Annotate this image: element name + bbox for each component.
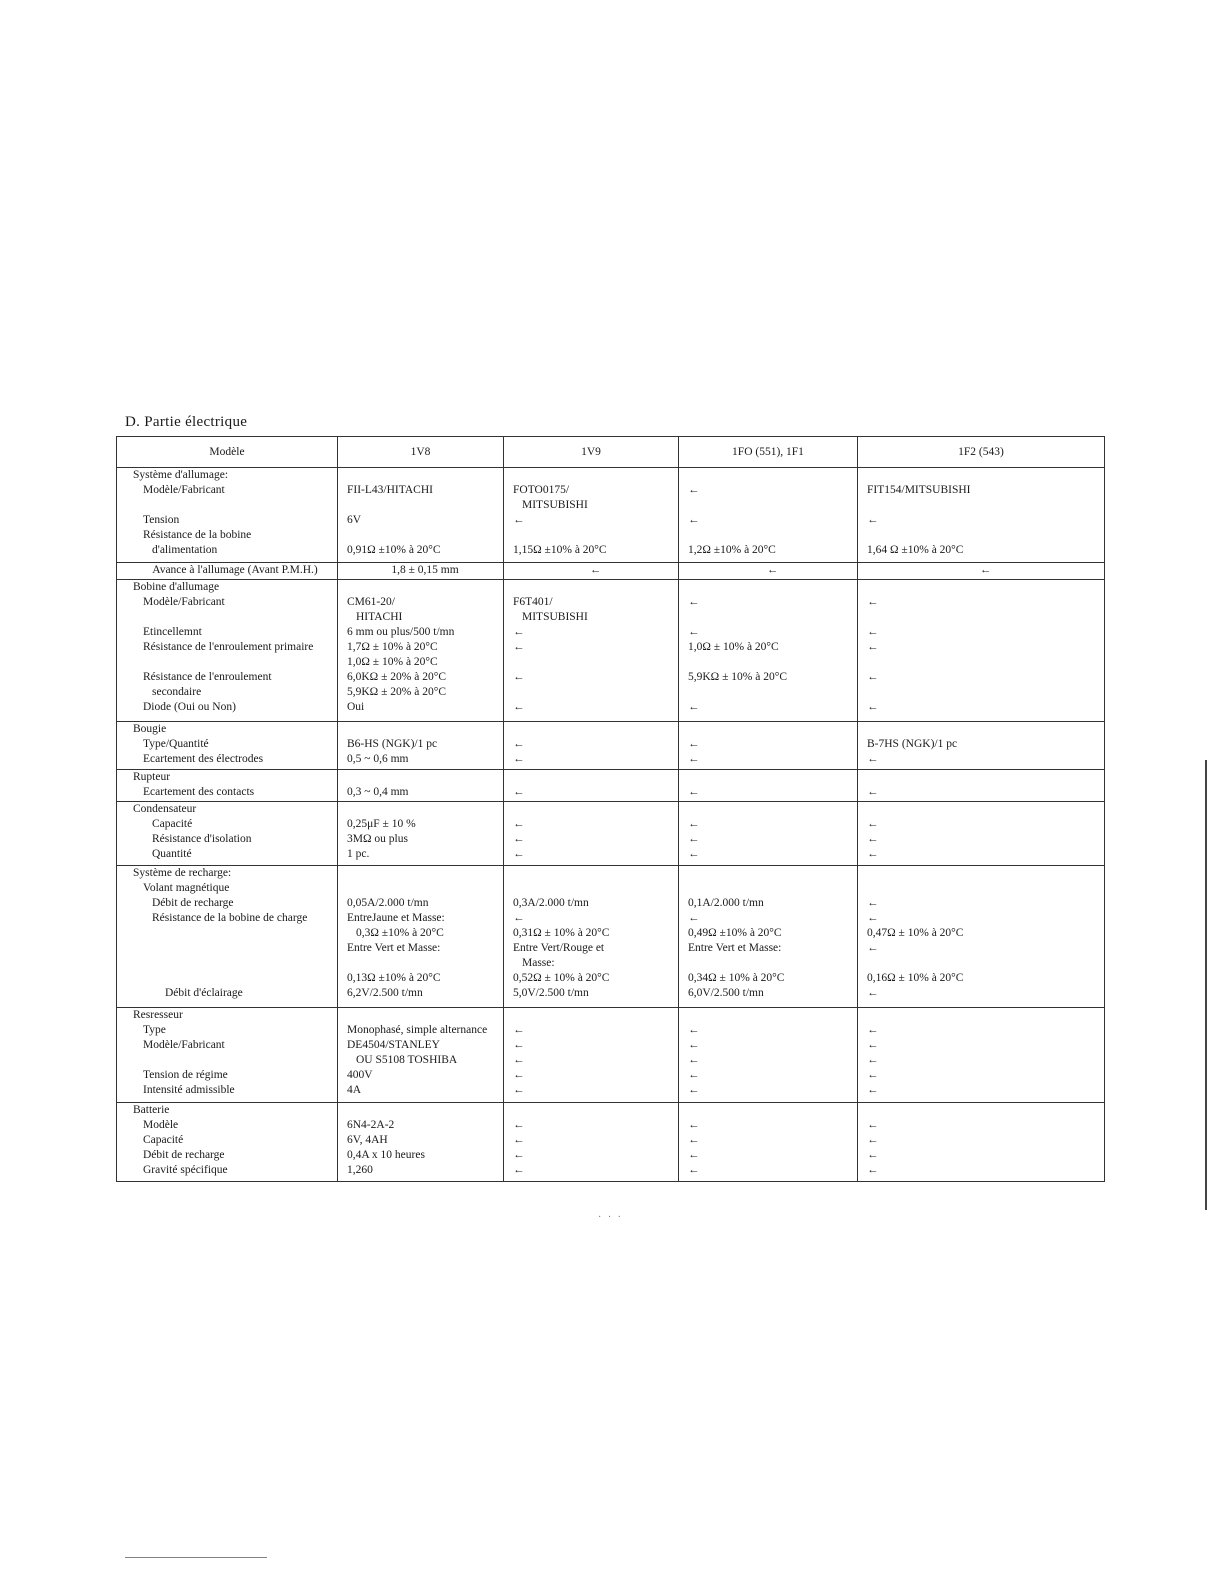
value-line: 6,0V/2.500 t/mn: [688, 986, 764, 999]
same-as-left-arrow: ←: [688, 848, 700, 860]
value-line: [338, 802, 503, 817]
value-line: 5,9KΩ ± 20% à 20°C: [347, 685, 446, 698]
same-as-left-arrow: ←: [513, 625, 525, 638]
value-line: DE4504/STANLEY: [347, 1038, 440, 1051]
same-as-left-arrow: ←: [688, 1163, 700, 1176]
value-line: 1,7Ω ± 10% à 20°C: [347, 640, 438, 653]
value-cell: [504, 468, 679, 563]
value-line: 0,34Ω ± 10% à 20°C: [688, 971, 785, 984]
electrical-spec-table: [116, 436, 1105, 1182]
value-cell: [858, 468, 1105, 563]
label-line: Avance à l'allumage (Avant P.M.H.): [152, 563, 318, 576]
value-line: [858, 802, 1104, 817]
header-row: [117, 437, 1105, 468]
value-line: 1,8 ± 0,15 mm: [391, 563, 459, 576]
scan-edge-mark: [1205, 760, 1207, 1210]
label-line: Resresseur: [133, 1008, 183, 1021]
value-line: 6V, 4AH: [347, 1133, 388, 1146]
value-line: FIT154/MITSUBISHI: [867, 484, 971, 496]
label-line: Rupteur: [133, 770, 171, 783]
same-as-left-arrow: ←: [513, 1148, 525, 1161]
table-row: [117, 579, 1105, 721]
value-line: [338, 881, 503, 896]
value-line: Entre Vert/Rouge et: [513, 941, 605, 954]
same-as-left-arrow: ←: [513, 1163, 525, 1176]
value-line: [504, 1008, 678, 1023]
value-line: 1 pc.: [347, 848, 370, 860]
value-line: 0,05A/2.000 t/mn: [347, 896, 429, 909]
same-as-left-arrow: ←: [513, 848, 525, 860]
value-line: [679, 610, 857, 625]
value-line: 400V: [347, 1068, 373, 1081]
value-line: 1,15Ω ±10% à 20°C: [513, 544, 607, 556]
value-line: 1,64 Ω ±10% à 20°C: [867, 544, 964, 556]
row-label-cell: [117, 802, 338, 866]
value-cell: [679, 865, 858, 1007]
value-cell: [504, 721, 679, 769]
value-cell: [338, 1007, 504, 1102]
value-line: FOTO0175/: [513, 484, 570, 496]
value-line: 0,91Ω ±10% à 20°C: [347, 544, 441, 556]
value-line: 0,3A/2.000 t/mn: [513, 896, 589, 909]
table-row: [117, 1007, 1105, 1102]
value-line: 0,47Ω ± 10% à 20°C: [867, 926, 964, 939]
value-line: [338, 866, 503, 881]
label-line: Bobine d'allumage: [133, 580, 220, 593]
same-as-left-arrow: ←: [867, 1023, 879, 1036]
same-as-left-arrow: ←: [688, 484, 700, 496]
value-line: [679, 1008, 857, 1023]
value-line: [504, 881, 678, 896]
value-line: F6T401/: [513, 595, 553, 608]
value-cell: [679, 579, 858, 721]
row-label-cell: [117, 1102, 338, 1181]
value-line: Entre Vert et Masse:: [347, 941, 441, 954]
same-as-left-arrow: ←: [867, 1148, 879, 1161]
label-line: d'alimentation: [152, 544, 218, 556]
same-as-left-arrow: ←: [513, 1118, 525, 1131]
value-cell: [858, 865, 1105, 1007]
value-cell: [504, 769, 679, 801]
label-line: [117, 610, 337, 625]
same-as-left-arrow: ←: [513, 833, 525, 845]
value-line: 0,1A/2.000 t/mn: [688, 896, 764, 909]
header-model: Modèle: [117, 437, 338, 468]
table-row: [117, 1102, 1105, 1181]
same-as-left-arrow: ←: [688, 700, 700, 713]
same-as-left-arrow: ←: [513, 1068, 525, 1081]
value-cell: [504, 802, 679, 866]
same-as-left-arrow: ←: [867, 1038, 879, 1051]
same-as-left-arrow: ←: [688, 785, 700, 798]
value-line: [679, 956, 857, 971]
label-line: Modèle/Fabricant: [143, 1038, 225, 1051]
value-line: OU S5108 TOSHIBA: [356, 1053, 458, 1066]
value-cell: [679, 1007, 858, 1102]
same-as-left-arrow: ←: [867, 1133, 879, 1146]
value-line: MITSUBISHI: [522, 610, 588, 623]
table-row: [117, 721, 1105, 769]
same-as-left-arrow: ←: [766, 563, 779, 576]
value-line: [338, 580, 503, 595]
value-cell: [338, 1102, 504, 1181]
value-line: B-7HS (NGK)/1 pc: [867, 737, 958, 750]
value-line: [504, 685, 678, 700]
value-line: [504, 468, 678, 483]
value-line: [858, 468, 1104, 483]
value-cell: [504, 865, 679, 1007]
same-as-left-arrow: ←: [867, 1083, 879, 1096]
label-line: Type/Quantité: [143, 737, 209, 750]
value-line: 0,16Ω ± 10% à 20°C: [867, 971, 964, 984]
value-line: [858, 1103, 1104, 1118]
value-line: Masse:: [522, 956, 555, 969]
same-as-left-arrow: ←: [867, 1068, 879, 1081]
value-line: 0,5 ~ 0,6 mm: [347, 752, 409, 765]
value-line: 0,4A x 10 heures: [347, 1148, 425, 1161]
value-line: CM61-20/: [347, 595, 395, 608]
value-cell: [504, 562, 679, 579]
same-as-left-arrow: ←: [688, 1023, 700, 1036]
value-line: [858, 610, 1104, 625]
label-line: Résistance d'isolation: [152, 833, 252, 845]
same-as-left-arrow: ←: [513, 752, 525, 765]
same-as-left-arrow: ←: [688, 1053, 700, 1066]
table-row: [117, 769, 1105, 801]
value-line: 5,9KΩ ± 10% à 20°C: [688, 670, 787, 683]
value-line: [858, 881, 1104, 896]
value-cell: [858, 562, 1105, 579]
value-line: 0,3Ω ±10% à 20°C: [356, 926, 444, 939]
value-line: [858, 770, 1104, 785]
label-line: Résistance de l'enroulement: [143, 670, 272, 683]
table-row: [117, 562, 1105, 579]
value-cell: [858, 802, 1105, 866]
same-as-left-arrow: ←: [867, 670, 879, 683]
value-cell: [504, 1007, 679, 1102]
label-line: Capacité: [152, 818, 193, 830]
same-as-left-arrow: ←: [688, 752, 700, 765]
value-line: [338, 528, 503, 543]
label-line: Résistance de l'enroulement primaire: [143, 640, 314, 653]
value-line: [858, 956, 1104, 971]
value-line: [504, 770, 678, 785]
same-as-left-arrow: ←: [513, 818, 525, 830]
value-line: 0,49Ω ±10% à 20°C: [688, 926, 782, 939]
same-as-left-arrow: ←: [979, 563, 992, 576]
value-line: [338, 468, 503, 483]
value-line: HITACHI: [356, 610, 403, 623]
label-line: Tension: [143, 514, 180, 526]
value-line: 1,260: [347, 1163, 373, 1176]
value-cell: [858, 721, 1105, 769]
value-line: [504, 866, 678, 881]
same-as-left-arrow: ←: [688, 737, 700, 750]
value-line: 6,0KΩ ± 20% à 20°C: [347, 670, 446, 683]
same-as-left-arrow: ←: [513, 1023, 525, 1036]
value-line: 0,31Ω ± 10% à 20°C: [513, 926, 610, 939]
same-as-left-arrow: ←: [513, 1038, 525, 1051]
row-label-cell: [117, 769, 338, 801]
same-as-left-arrow: ←: [867, 595, 879, 608]
value-line: B6-HS (NGK)/1 pc: [347, 737, 438, 750]
value-cell: [858, 579, 1105, 721]
same-as-left-arrow: ←: [688, 595, 700, 608]
value-line: [858, 866, 1104, 881]
value-cell: [338, 769, 504, 801]
value-line: [679, 528, 857, 543]
label-line: Intensité admissible: [143, 1083, 235, 1096]
value-line: [338, 722, 503, 737]
value-line: [679, 468, 857, 483]
row-label-cell: [117, 468, 338, 563]
footnote-rule: [125, 1557, 267, 1558]
value-line: [504, 722, 678, 737]
same-as-left-arrow: ←: [867, 640, 879, 653]
label-line: Gravité spécifique: [143, 1163, 228, 1176]
value-line: [504, 528, 678, 543]
value-line: [504, 802, 678, 817]
value-line: [858, 655, 1104, 670]
value-line: Monophasé, simple alternance: [347, 1023, 488, 1036]
same-as-left-arrow: ←: [867, 785, 879, 798]
value-line: [858, 1008, 1104, 1023]
value-cell: [858, 1007, 1105, 1102]
value-cell: [504, 1102, 679, 1181]
label-line: [117, 655, 337, 670]
page-number-fragment: · · ·: [598, 1212, 623, 1223]
value-line: [504, 580, 678, 595]
label-line: Système d'allumage:: [133, 469, 229, 481]
same-as-left-arrow: ←: [513, 670, 525, 683]
same-as-left-arrow: ←: [867, 752, 879, 765]
same-as-left-arrow: ←: [867, 514, 879, 526]
value-cell: [679, 468, 858, 563]
value-line: [679, 580, 857, 595]
value-line: [338, 956, 503, 971]
label-line: Volant magnétique: [143, 881, 230, 894]
value-line: [858, 580, 1104, 595]
value-cell: [858, 1102, 1105, 1181]
label-line: Débit de recharge: [152, 896, 234, 909]
same-as-left-arrow: ←: [513, 1133, 525, 1146]
same-as-left-arrow: ←: [688, 833, 700, 845]
same-as-left-arrow: ←: [867, 896, 879, 909]
header-1v8: 1V8: [338, 437, 504, 468]
value-line: [338, 770, 503, 785]
label-line: Type: [143, 1023, 166, 1036]
value-line: 4A: [347, 1083, 362, 1096]
value-cell: [504, 579, 679, 721]
row-label-cell: [117, 1007, 338, 1102]
table-row: [117, 865, 1105, 1007]
label-line: Etincellemnt: [143, 625, 202, 638]
value-line: 3MΩ ou plus: [347, 833, 408, 845]
same-as-left-arrow: ←: [513, 514, 525, 526]
value-line: [858, 528, 1104, 543]
label-line: [117, 941, 337, 956]
label-line: Système de recharge:: [133, 866, 232, 879]
label-line: [117, 971, 337, 986]
value-line: 6,2V/2.500 t/mn: [347, 986, 423, 999]
value-line: [338, 1103, 503, 1118]
value-cell: [338, 865, 504, 1007]
row-label-cell: [117, 721, 338, 769]
same-as-left-arrow: ←: [688, 911, 700, 924]
same-as-left-arrow: ←: [867, 833, 879, 845]
value-cell: [338, 468, 504, 563]
value-line: 6N4-2A-2: [347, 1118, 395, 1131]
value-line: 0,3 ~ 0,4 mm: [347, 785, 409, 798]
header-1fo-1f1: 1FO (551), 1F1: [679, 437, 858, 468]
label-line: Résistance de la bobine: [143, 529, 252, 541]
value-line: [679, 1103, 857, 1118]
value-line: [858, 722, 1104, 737]
label-line: Résistance de la bobine de charge: [152, 911, 308, 924]
row-label-cell: [117, 579, 338, 721]
label-line: Ecartement des électrodes: [143, 752, 264, 765]
label-line: Ecartement des contacts: [143, 785, 255, 798]
value-line: 1,0Ω ± 10% à 20°C: [347, 655, 438, 668]
value-cell: [679, 562, 858, 579]
same-as-left-arrow: ←: [513, 737, 525, 750]
same-as-left-arrow: ←: [867, 1053, 879, 1066]
value-line: 6V: [347, 514, 362, 526]
label-line: Batterie: [133, 1103, 170, 1116]
value-line: [679, 722, 857, 737]
same-as-left-arrow: ←: [688, 514, 700, 526]
value-line: [679, 655, 857, 670]
same-as-left-arrow: ←: [513, 911, 525, 924]
value-cell: [679, 1102, 858, 1181]
value-cell: [338, 579, 504, 721]
header-1f2: 1F2 (543): [858, 437, 1105, 468]
value-line: 0,13Ω ±10% à 20°C: [347, 971, 441, 984]
same-as-left-arrow: ←: [688, 625, 700, 638]
value-line: [679, 770, 857, 785]
value-cell: [679, 721, 858, 769]
value-cell: [338, 721, 504, 769]
label-line: Débit de recharge: [143, 1148, 225, 1161]
header-1v9: 1V9: [504, 437, 679, 468]
same-as-left-arrow: ←: [688, 1068, 700, 1081]
value-line: 0,25μF ± 10 %: [347, 818, 416, 830]
label-line: Diode (Oui ou Non): [143, 700, 236, 713]
value-line: [679, 498, 857, 513]
label-line: Tension de régime: [143, 1068, 228, 1081]
same-as-left-arrow: ←: [867, 911, 879, 924]
same-as-left-arrow: ←: [513, 700, 525, 713]
same-as-left-arrow: ←: [513, 640, 525, 653]
same-as-left-arrow: ←: [867, 941, 879, 954]
same-as-left-arrow: ←: [688, 1083, 700, 1096]
value-line: [858, 498, 1104, 513]
value-line: EntreJaune et Masse:: [347, 911, 445, 924]
value-line: [504, 655, 678, 670]
value-cell: [338, 562, 504, 579]
value-line: MITSUBISHI: [522, 499, 588, 511]
value-line: [679, 802, 857, 817]
section-title: D. Partie électrique: [125, 414, 248, 430]
value-line: [679, 881, 857, 896]
label-line: Condensateur: [133, 803, 197, 815]
value-cell: [679, 769, 858, 801]
same-as-left-arrow: ←: [867, 625, 879, 638]
label-line: [117, 956, 337, 971]
label-line: Bougie: [133, 722, 167, 735]
label-line: Débit d'éclairage: [165, 986, 243, 999]
value-line: 0,52Ω ± 10% à 20°C: [513, 971, 610, 984]
same-as-left-arrow: ←: [867, 848, 879, 860]
same-as-left-arrow: ←: [688, 1118, 700, 1131]
value-line: [679, 866, 857, 881]
same-as-left-arrow: ←: [513, 1083, 525, 1096]
label-line: Modèle/Fabricant: [143, 595, 225, 608]
value-line: [858, 685, 1104, 700]
same-as-left-arrow: ←: [688, 1133, 700, 1146]
row-label-cell: [117, 865, 338, 1007]
table-row: [117, 802, 1105, 866]
same-as-left-arrow: ←: [513, 785, 525, 798]
label-line: [117, 498, 337, 513]
value-line: [338, 498, 503, 513]
value-line: Oui: [347, 700, 365, 713]
value-line: [679, 685, 857, 700]
same-as-left-arrow: ←: [867, 1118, 879, 1131]
same-as-left-arrow: ←: [867, 1163, 879, 1176]
label-line: [117, 1053, 337, 1068]
value-cell: [338, 802, 504, 866]
value-line: [338, 1008, 503, 1023]
label-line: [117, 926, 337, 941]
value-cell: [858, 769, 1105, 801]
value-line: Entre Vert et Masse:: [688, 941, 782, 954]
value-line: 1,0Ω ± 10% à 20°C: [688, 640, 779, 653]
value-cell: [679, 802, 858, 866]
same-as-left-arrow: ←: [688, 1038, 700, 1051]
row-label-cell: [117, 562, 338, 579]
value-line: 5,0V/2.500 t/mn: [513, 986, 589, 999]
same-as-left-arrow: ←: [589, 563, 602, 576]
label-line: Modèle/Fabricant: [143, 484, 225, 496]
same-as-left-arrow: ←: [688, 1148, 700, 1161]
same-as-left-arrow: ←: [513, 1053, 525, 1066]
same-as-left-arrow: ←: [867, 986, 879, 999]
value-line: 6 mm ou plus/500 t/mn: [347, 625, 455, 638]
label-line: Quantité: [152, 848, 192, 860]
value-line: [504, 1103, 678, 1118]
label-line: secondaire: [152, 685, 202, 698]
value-line: 1,2Ω ±10% à 20°C: [688, 544, 776, 556]
label-line: Capacité: [143, 1133, 184, 1146]
table-row: [117, 468, 1105, 563]
same-as-left-arrow: ←: [867, 818, 879, 830]
value-line: FII-L43/HITACHI: [347, 484, 433, 496]
label-line: Modèle: [143, 1118, 179, 1131]
same-as-left-arrow: ←: [688, 818, 700, 830]
same-as-left-arrow: ←: [867, 700, 879, 713]
